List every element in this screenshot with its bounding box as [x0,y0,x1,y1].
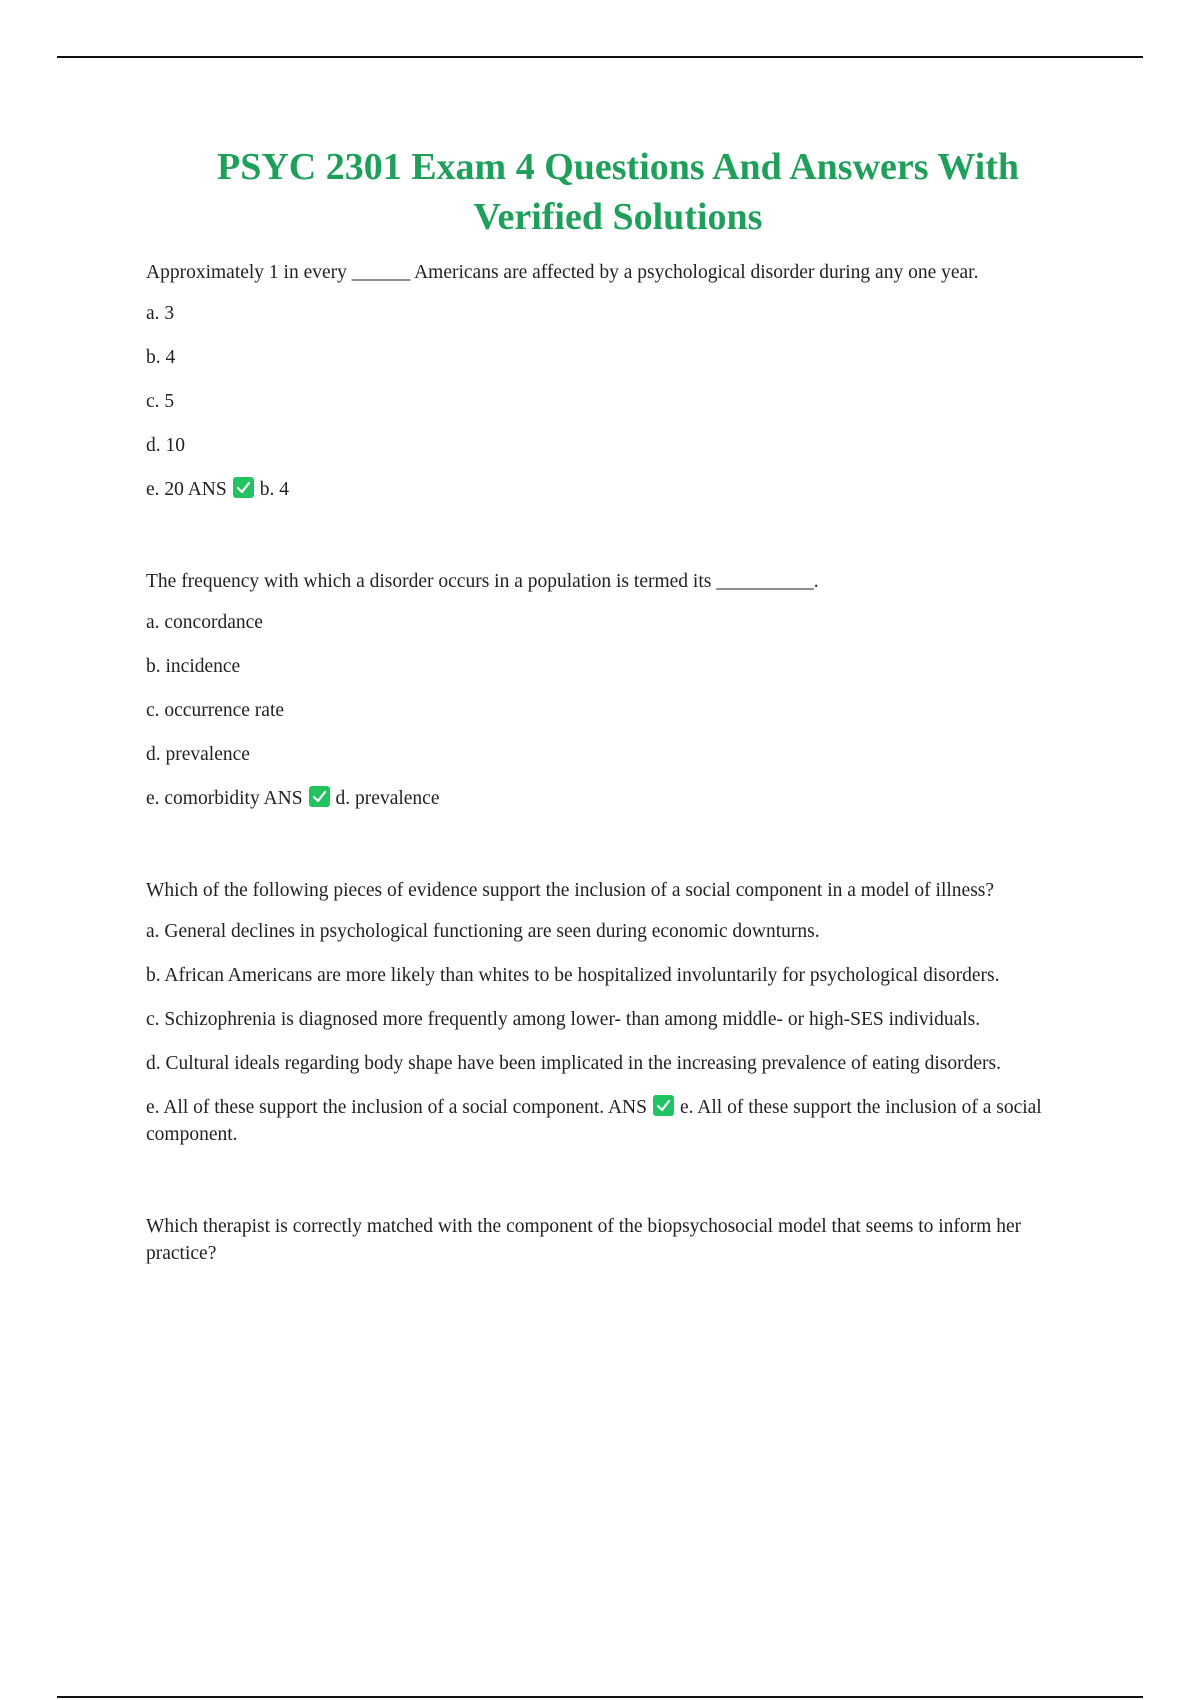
bottom-rule [57,1696,1143,1698]
check-icon [653,1095,674,1116]
question-text: Approximately 1 in every ______ Americans are affected by a psychological disorder during any one year. [146,262,979,283]
option-c: c. Schizophrenia is diagnosed more frequently among lower- than among middle- or high-SES individuals. [146,1009,981,1030]
question-block-1 [146,259,1082,503]
document-title: PSYC 2301 Exam 4 Questions And Answers With Verified Solutions [216,146,1020,238]
check-icon [309,786,330,807]
option-c: c. 5 [146,391,175,412]
option-e-with-answer [146,785,1082,812]
option-e-label: e. 20 ANS [146,479,227,500]
question-block-2 [146,568,1082,812]
question-text: The frequency with which a disorder occurs in a population is termed its __________. [146,571,819,592]
option-e-label: e. comorbidity ANS [146,788,303,809]
option-e-with-answer [146,476,1082,503]
question-block-3 [146,877,1082,1148]
option-b: b. 4 [146,347,176,368]
answer-text: e. All of these support the inclusion of a social component. [146,1097,1042,1145]
answer-text: b. 4 [259,479,289,500]
question-block-4 [146,1213,1082,1267]
option-b: b. African Americans are more likely than whites to be hospitalized involuntarily for psychological disorders. [146,965,1000,986]
question-text: Which of the following pieces of evidence support the inclusion of a social component in a model of illness? [146,880,995,901]
option-d: d. Cultural ideals regarding body shape have been implicated in the increasing prevalence of eating disorders. [146,1053,1001,1074]
option-e-with-answer [146,1094,1082,1148]
option-b: b. incidence [146,656,241,677]
option-e-label: e. All of these support the inclusion of a social component. ANS [146,1097,647,1118]
option-a: a. 3 [146,303,175,324]
option-a: a. General declines in psychological functioning are seen during economic downturns. [146,921,820,942]
top-rule [57,56,1143,58]
option-d: d. 10 [146,435,185,456]
document-body [146,259,1082,1281]
question-text: Which therapist is correctly matched with the component of the biopsychosocial model that seems to inform her practice? [146,1216,1022,1264]
check-icon [233,477,254,498]
answer-text: d. prevalence [335,788,440,809]
option-d: d. prevalence [146,744,250,765]
option-c: c. occurrence rate [146,700,285,721]
option-a: a. concordance [146,612,263,633]
